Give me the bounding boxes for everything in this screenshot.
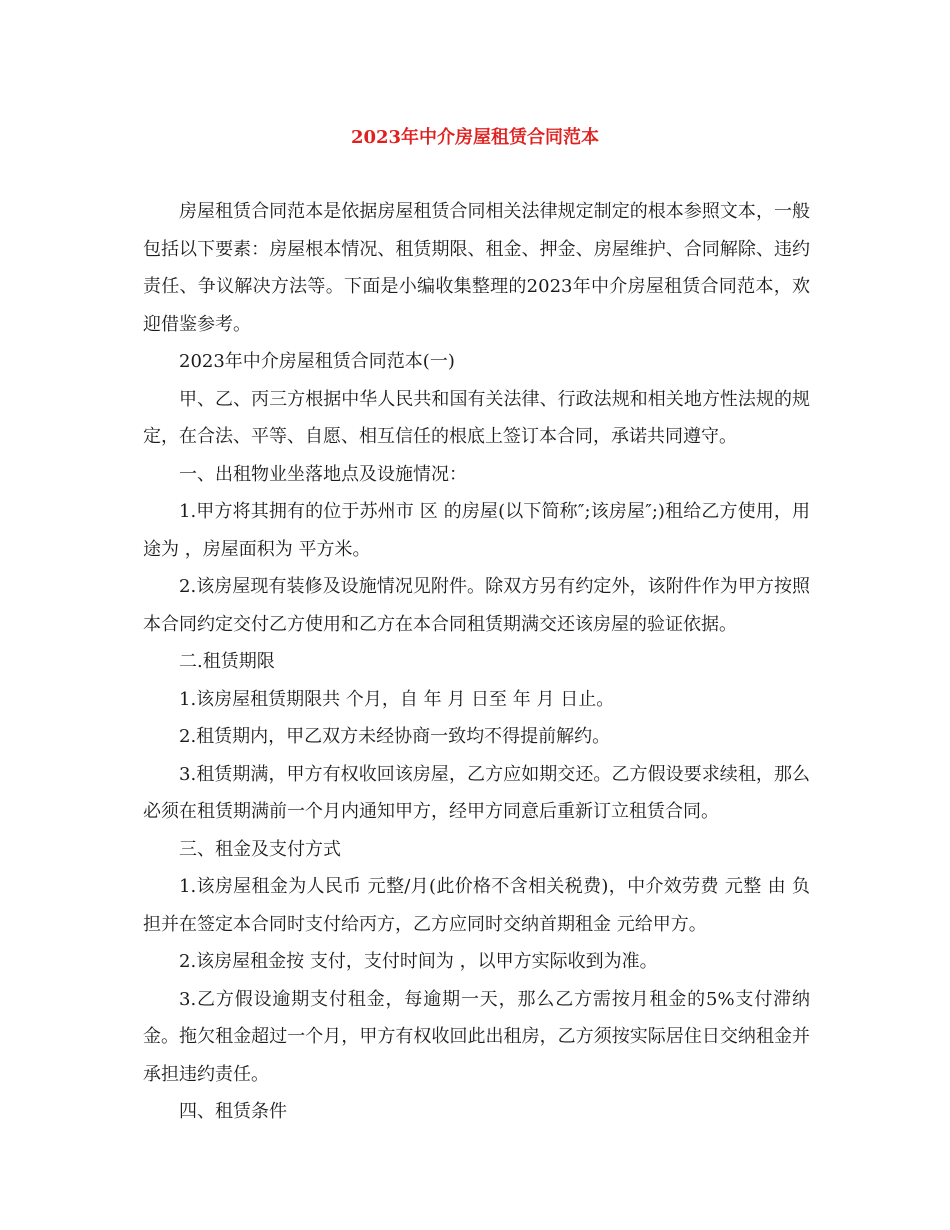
paragraph-3-1: 1.该房屋租金为人民币 元整/月(此价格不含相关税费)，中介效劳费 元整 由 负担并在签定本合同时支付给丙方，乙方应同时交纳首期租金 元给甲方。	[143, 876, 810, 935]
document-body	[143, 193, 810, 1131]
paragraph-subtitle: 2023年中介房屋租赁合同范本(一)	[179, 351, 455, 372]
paragraph-preamble: 甲、乙、丙三方根据中华人民共和国有关法律、行政法规和相关地方性法规的规定，在合法、平等、自愿、相互信任的根底上签订本合同，承诺共同遵守。	[143, 388, 810, 447]
section-heading-1: 一、出租物业坐落地点及设施情况：	[179, 463, 467, 485]
document-title: 2023年中介房屋租赁合同范本	[350, 127, 600, 148]
paragraph-1-1: 1.甲方将其拥有的位于苏州市 区 的房屋(以下简称″;该房屋″;)租给乙方使用，用途为 ，房屋面积为 平方米。	[143, 501, 810, 560]
paragraph-1-2: 2.该房屋现有装修及设施情况见附件。除双方另有约定外，该附件作为甲方按照本合同约定交付乙方使用和乙方在本合同租赁期满交还该房屋的验证依据。	[143, 576, 810, 635]
section-heading-4: 四、租赁条件	[179, 1101, 287, 1122]
paragraph-2-1: 1.该房屋租赁期限共 个月，自 年 月 日至 年 月 日止。	[179, 688, 615, 710]
paragraph-3-3: 3.乙方假设逾期支付租金，每逾期一天，那么乙方需按月租金的5%支付滞纳金。拖欠租金超过一个月，甲方有权收回此出租房，乙方须按实际居住日交纳租金并承担违约责任。	[143, 988, 810, 1085]
section-heading-2: 二.租赁期限	[179, 651, 275, 672]
paragraph-2-2: 2.租赁期内，甲乙双方未经协商一致均不得提前解约。	[179, 726, 611, 747]
paragraph-3-2: 2.该房屋租金按 支付，支付时间为 ，以甲方实际收到为准。	[179, 951, 658, 972]
paragraph-2-3: 3.租赁期满，甲方有权收回该房屋，乙方应如期交还。乙方假设要求续租，那么必须在租赁期满前一个月内通知甲方，经甲方同意后重新订立租赁合同。	[143, 763, 810, 822]
paragraph-intro: 房屋租赁合同范本是依据房屋租赁合同相关法律规定制定的根本参照文本，一般包括以下要素：房屋根本情况、租赁期限、租金、押金、房屋维护、合同解除、违约责任、争议解决方法等。下面是小编收集整理的2023年中介房屋租赁合同范本，欢迎借鉴参考。	[143, 201, 810, 335]
section-heading-3: 三、租金及支付方式	[179, 838, 341, 860]
